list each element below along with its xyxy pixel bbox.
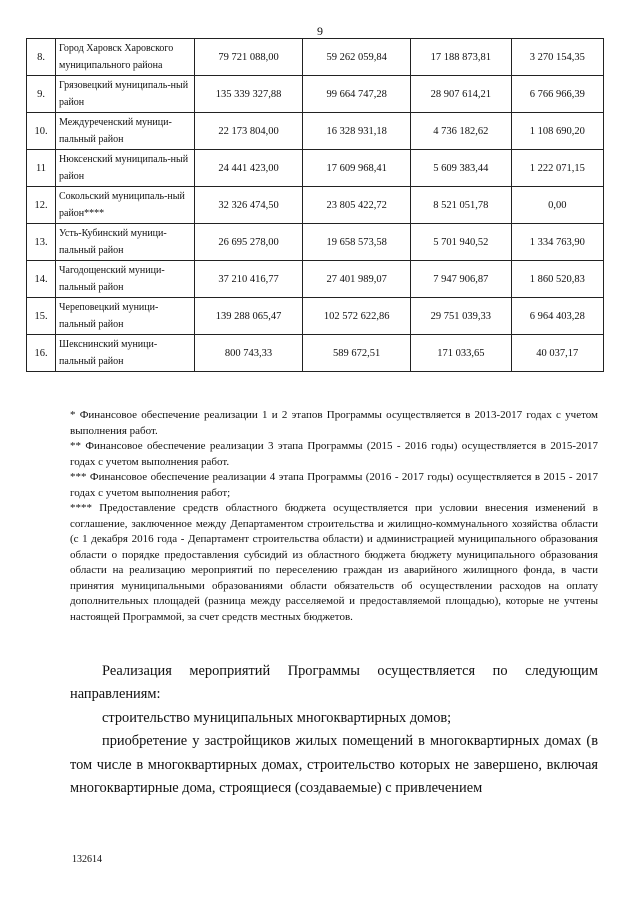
local-amount-cell: 6 766 966,39 [511,76,604,113]
regional-amount-cell: 171 033,65 [411,335,511,372]
row-number-cell: 12. [27,187,56,224]
fund-amount-cell: 23 805 422,72 [303,187,411,224]
row-number-cell: 9. [27,76,56,113]
row-number-cell: 8. [27,39,56,76]
total-amount-cell: 135 339 327,88 [195,76,303,113]
table-row [27,224,604,261]
regional-amount-cell: 4 736 182,62 [411,113,511,150]
row-number-cell: 11 [27,150,56,187]
municipality-name-cell: Череповецкий муници-пальный район [56,298,195,335]
footnotes [70,408,598,625]
financing-table [26,38,604,372]
row-number-cell: 16. [27,335,56,372]
local-amount-cell: 40 037,17 [511,335,604,372]
municipality-name-cell: Город Харовск Харовского муниципального района [56,39,195,76]
regional-amount-cell: 8 521 051,78 [411,187,511,224]
municipality-name-cell: Междуреченский муници-пальный район [56,113,195,150]
table-row [27,298,604,335]
municipality-name-cell: Сокольский муниципаль-ный район**** [56,187,195,224]
paragraph: строительство муниципальных многоквартирных домов; [102,709,452,726]
row-number-cell: 15. [27,298,56,335]
table-row [27,187,604,224]
municipality-name-cell: Нюксенский муниципаль-ный район [56,150,195,187]
document-number: 132614 [72,854,102,865]
local-amount-cell: 6 964 403,28 [511,298,604,335]
paragraph: приобретение у застройщиков жилых помещений в многоквартирных домах (в том числе в многоквартирных домах, строительство которых не завершено, включая многоквартирные дома, строящиеся (создаваемые) с привлечением [70,733,598,797]
total-amount-cell: 26 695 278,00 [195,224,303,261]
page-number: 9 [317,24,323,38]
local-amount-cell: 1 334 763,90 [511,224,604,261]
municipality-name-cell: Грязовецкий муниципаль-ный район [56,76,195,113]
fund-amount-cell: 17 609 968,41 [303,150,411,187]
fund-amount-cell: 19 658 573,58 [303,224,411,261]
regional-amount-cell: 5 701 940,52 [411,224,511,261]
local-amount-cell: 1 222 071,15 [511,150,604,187]
table-row [27,113,604,150]
regional-amount-cell: 7 947 906,87 [411,261,511,298]
table-row [27,335,604,372]
footnote: *** Финансовое обеспечение реализации 4 этапа Программы (2016 - 2017 годы) осуществляется в 2015 - 2017 годах с учетом выполнения работ; [70,471,598,499]
footnote: ** Финансовое обеспечение реализации 3 этапа Программы (2015 - 2016 годы) осуществляется в 2015-2017 годах с учетом выполнения работ. [70,440,598,468]
row-number-cell: 10. [27,113,56,150]
total-amount-cell: 24 441 423,00 [195,150,303,187]
fund-amount-cell: 102 572 622,86 [303,298,411,335]
total-amount-cell: 800 743,33 [195,335,303,372]
regional-amount-cell: 29 751 039,33 [411,298,511,335]
table-row [27,150,604,187]
fund-amount-cell: 27 401 989,07 [303,261,411,298]
footnote: * Финансовое обеспечение реализации 1 и 2 этапов Программы осуществляется в 2013-2017 годах с учетом выполнения работ. [70,409,598,437]
regional-amount-cell: 17 188 873,81 [411,39,511,76]
municipality-name-cell: Чагодощенский муници-пальный район [56,261,195,298]
local-amount-cell: 1 860 520,83 [511,261,604,298]
table-row [27,261,604,298]
total-amount-cell: 139 288 065,47 [195,298,303,335]
table-row [27,76,604,113]
paragraph: Реализация мероприятий Программы осуществляется по следующим направлениям: [70,663,598,703]
row-number-cell: 13. [27,224,56,261]
fund-amount-cell: 16 328 931,18 [303,113,411,150]
footnote: **** Предоставление средств областного бюджета осуществляется при условии внесения изменений в соглашение, заключенное между Департаментом строительства и жилищно-коммунального хозяйства области (с 1 декабря 2016 года - Департамент строительства области) и администрацией муниципального образования области о порядке предоставления субсидий из областного бюджета бюджету муниципального образования области на реализацию мероприятий по переселению граждан из аварийного жилищного фонда, в части принятия муниципальными образованиями области обязательств об осуществлении расходов на оплату дополнительных площадей (разница между расселяемой и предоставляемой площадью), которые не учтены настоящей Программой, за счет средств местных бюджетов. [70,502,598,623]
local-amount-cell: 1 108 690,20 [511,113,604,150]
regional-amount-cell: 5 609 383,44 [411,150,511,187]
row-number-cell: 14. [27,261,56,298]
fund-amount-cell: 59 262 059,84 [303,39,411,76]
total-amount-cell: 22 173 804,00 [195,113,303,150]
total-amount-cell: 37 210 416,77 [195,261,303,298]
local-amount-cell: 0,00 [511,187,604,224]
body-text [70,660,598,800]
fund-amount-cell: 589 672,51 [303,335,411,372]
municipality-name-cell: Шекснинский муници-пальный район [56,335,195,372]
total-amount-cell: 79 721 088,00 [195,39,303,76]
table-row [27,39,604,76]
local-amount-cell: 3 270 154,35 [511,39,604,76]
fund-amount-cell: 99 664 747,28 [303,76,411,113]
municipality-name-cell: Усть-Кубинский муници-пальный район [56,224,195,261]
regional-amount-cell: 28 907 614,21 [411,76,511,113]
total-amount-cell: 32 326 474,50 [195,187,303,224]
